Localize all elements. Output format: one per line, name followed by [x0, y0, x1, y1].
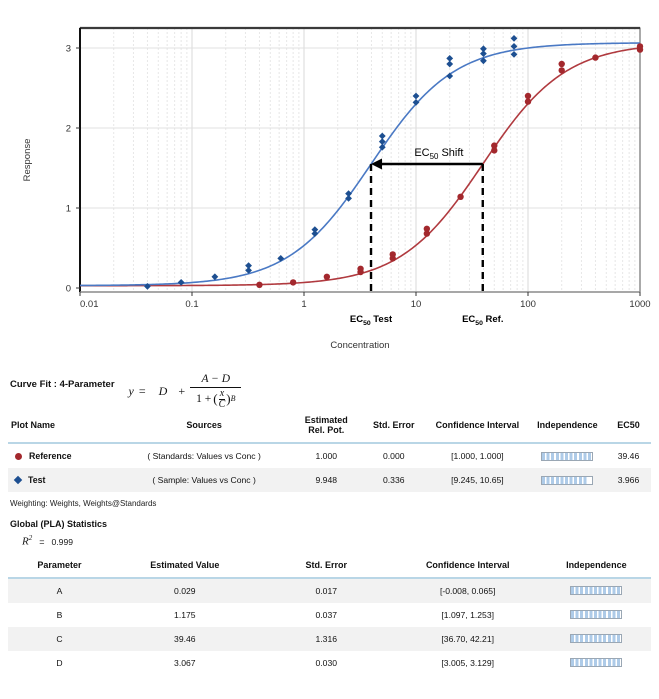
cell-sources: ( Standards: Values vs Conc ) [147, 451, 261, 461]
cell-plot-name [8, 443, 117, 468]
x-tick-label: 1 [301, 299, 307, 310]
cell-conf-interval: [3.005, 3.129] [441, 657, 494, 668]
independence-bar-wrap [532, 476, 603, 485]
independence-bar [570, 586, 622, 595]
cell-independence [542, 603, 651, 627]
cell-conf-interval: [1.000, 1.000] [451, 451, 504, 461]
cell-parameter: C [8, 627, 111, 651]
parameter-table [8, 554, 651, 675]
cell-est-rel-pot: 9.948 [291, 468, 362, 492]
y-axis-title: Response [22, 138, 33, 182]
cell-plot-name [8, 468, 117, 492]
independence-bar [570, 658, 622, 667]
independence-bar-wrap [545, 658, 648, 667]
r-squared-line [8, 532, 651, 554]
x-tick-label: 100 [520, 299, 536, 310]
report-body [0, 365, 659, 675]
cell-independence [529, 443, 606, 468]
summary-col-std-error[interactable]: Std. Error [362, 409, 426, 443]
data-point [290, 279, 296, 285]
ec50-test-label: $EC_{50}$ Test [349, 314, 393, 327]
param-col-conf-interval[interactable]: Confidence Interval [394, 554, 542, 578]
formula-d: D [158, 384, 168, 399]
cell-std-error: 0.037 [315, 609, 338, 620]
y-tick-label: 2 [65, 123, 71, 135]
cell-independence [529, 468, 606, 492]
data-point [324, 274, 330, 280]
summary-col-conf-interval[interactable]: Confidence Interval [426, 409, 529, 443]
table-row[interactable] [8, 651, 651, 675]
summary-table-header-row [8, 409, 651, 443]
table-row[interactable] [8, 603, 651, 627]
summary-col-est-rel-pot[interactable] [291, 409, 362, 443]
cell-parameter: B [56, 609, 63, 620]
data-point [457, 194, 463, 200]
formula-paren-group: ( $\frac{x}{C}$ ) B [213, 387, 236, 411]
diamond-marker-icon [14, 476, 22, 484]
cell-independence [542, 651, 651, 675]
x-tick-label: 0.01 [80, 299, 99, 310]
formula-inner-fraction [219, 389, 226, 411]
cell-std-error: 0.017 [259, 578, 394, 603]
summary-table [8, 409, 651, 492]
x-tick-label: 0.1 [185, 299, 199, 310]
data-point [390, 251, 396, 257]
formula-plus: + [178, 384, 186, 399]
cell-sources: ( Sample: Values vs Conc ) [117, 468, 291, 492]
param-col-estimated-value[interactable]: Estimated Value [111, 554, 259, 578]
cell-conf-interval: [9.245, 10.65] [426, 468, 529, 492]
independence-bar-wrap [545, 634, 648, 643]
weighting-note: Weighting: Weights, Weights@Standards [10, 499, 157, 508]
cell-conf-interval: [1.097, 1.253] [441, 609, 494, 620]
formula-numerator: A − D [201, 373, 231, 385]
cell-estimated-value: 1.175 [174, 609, 196, 620]
r-squared-symbol: $R^2$ [22, 534, 33, 548]
curve-fit-formula [129, 371, 242, 411]
r-squared-equals: = [39, 536, 45, 547]
global-stats-heading: Global (PLA) Statistics [10, 519, 108, 529]
y-tick-label: 1 [65, 203, 71, 215]
cell-parameter: D [56, 657, 63, 668]
formula-fraction [190, 373, 241, 411]
cell-ec50: 3.966 [606, 468, 651, 492]
cell-est-rel-pot: 1.000 [315, 451, 338, 461]
cell-independence [542, 578, 651, 603]
cell-std-error: 0.030 [315, 657, 338, 668]
formula-equals: = [138, 384, 146, 399]
formula-den-x: x [219, 387, 225, 399]
legend-cell [11, 451, 114, 461]
cell-conf-interval: [36.70, 42.21] [394, 627, 542, 651]
table-row[interactable] [8, 443, 651, 468]
independence-bar-wrap [532, 452, 603, 461]
cell-estimated-value: 0.029 [111, 578, 259, 603]
formula-den-c: C [218, 399, 226, 411]
x-tick-label: 10 [410, 299, 422, 310]
cell-conf-interval: [-0.008, 0.065] [394, 578, 542, 603]
data-point [491, 142, 497, 148]
legend-cell [11, 475, 114, 485]
x-axis-title: Concentration [330, 340, 390, 351]
independence-bar [541, 452, 593, 461]
cell-estimated-value: 39.46 [111, 627, 259, 651]
parameter-table-header-row [8, 554, 651, 578]
formula-y: y [128, 384, 134, 399]
cell-std-error: 0.336 [362, 468, 426, 492]
data-point [592, 54, 598, 60]
table-row[interactable] [8, 468, 651, 492]
plot-area [80, 28, 640, 292]
independence-bar [541, 476, 593, 485]
ec50-shift-label: $EC_{50}$ Shift [414, 147, 464, 161]
data-point [525, 98, 531, 104]
x-tick-label: 1000 [629, 299, 651, 310]
independence-bar [570, 610, 622, 619]
param-col-parameter[interactable]: Parameter [8, 554, 111, 578]
summary-col-plot-name[interactable]: Plot Name [8, 409, 117, 443]
summary-col-ec50[interactable]: EC50 [606, 409, 651, 443]
summary-col-independence[interactable]: Independence [529, 409, 606, 443]
cell-estimated-value: 3.067 [174, 657, 196, 668]
ec50-ref-label: $EC_{50}$ Ref. [462, 314, 504, 327]
r-squared-value: 0.999 [51, 536, 74, 547]
table-row[interactable] [8, 578, 651, 603]
data-point [525, 93, 531, 99]
summary-col-est-rel-pot-line1: Estimated [304, 415, 348, 425]
summary-table-body [8, 443, 651, 492]
data-point [637, 43, 643, 49]
curve-fit-title: Curve Fit : 4-Parameter [10, 379, 115, 390]
y-tick-label: 3 [65, 43, 71, 55]
param-col-independence[interactable]: Independence [542, 554, 651, 578]
data-point [256, 282, 262, 288]
cell-independence [542, 627, 651, 651]
data-point [424, 226, 430, 232]
independence-bar-wrap [545, 610, 648, 619]
plot-name-label: Test [28, 475, 46, 485]
cell-parameter: A [8, 578, 111, 603]
formula-denominator [190, 388, 241, 411]
data-point [559, 61, 565, 67]
formula-exponent-b: B [230, 394, 236, 404]
formula-den-one: 1 + [196, 393, 212, 406]
plot-name-label: Reference [29, 451, 72, 461]
parameter-table-body [8, 578, 651, 675]
data-point [357, 266, 363, 272]
data-point [559, 67, 565, 73]
summary-col-sources[interactable]: Sources [117, 409, 291, 443]
independence-bar [570, 634, 622, 643]
cell-std-error: 0.000 [383, 451, 405, 461]
y-tick-label: 0 [65, 283, 71, 295]
param-col-std-error[interactable]: Std. Error [259, 554, 394, 578]
cell-std-error: 1.316 [259, 627, 394, 651]
summary-col-est-rel-pot-line2: Rel. Pot. [308, 425, 345, 435]
cell-ec50: 39.46 [617, 451, 640, 461]
table-row[interactable] [8, 627, 651, 651]
curve-fit-row [8, 365, 651, 409]
independence-bar-wrap [545, 586, 648, 595]
circle-marker-icon [15, 453, 22, 460]
